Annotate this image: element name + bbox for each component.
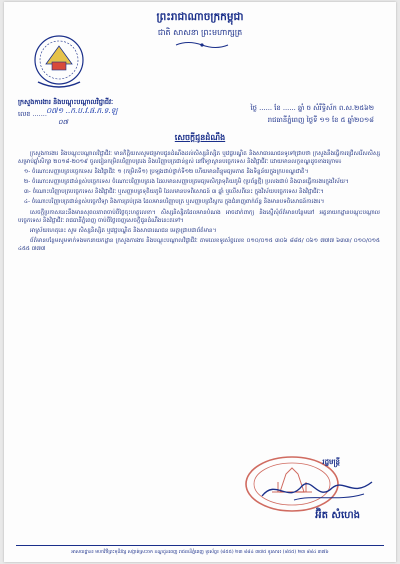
reference-number-label: លេខ ....... [18, 110, 47, 118]
intro-paragraph: ក្រសួងការងារ និងបណ្តុះបណ្តាលវិជ្ជាជីវៈ មានកិត្តិយសសូមជម្រាបជូនដំណឹងដល់សិស្សនិស្សិត ឬវេជ្ជបណ្ឌិត និងសាធារណជនទូទៅជ្រាបថា ក្រសួងនឹងធ្វើការជ្រើសរើសសិស្ស សម្រាប់ឆ្នាំសិក្សា ២០១៨-២០១៩ ចូលរៀនកម្រិតបរិញ្ញាបត្ររង និងបរិញ្ញាបត្រជាន់ខ្ពស់ នៅវិទ្យាស្ថានបច្ចេកទេស និងវិជ្ជាជីវៈ ដោយមានលក្ខខណ្ឌដូចខាងក្រោម៖ [18, 151, 380, 166]
document-page [4, 2, 396, 562]
document-body [18, 150, 380, 255]
ministry-emblem-icon [24, 32, 94, 92]
reference-number-handwritten: ០៧១ ..ក.ប.វ.ផ.ភ.ទ.ឡ [46, 106, 118, 115]
signatory-name: អ៊ិត សំហេង [315, 510, 360, 521]
national-motto: ជាតិ សាសនា ព្រះមហាក្សត្រ [157, 28, 243, 37]
lunar-date: ថ្ងៃ ...... ខែ ...... ឆ្នាំ ច សំរឹទ្ធិស័ក ព.ស.២៥៦២ [250, 104, 374, 112]
list-item: ៣- ចំណោះបរិញ្ញាបត្របច្ចេកទេស និងវិជ្ជាជីវៈ ឬសញ្ញាបត្រទុតិយភូមិ ដែលមានបទពិសោធន៍ ៣ ឆ្នាំ ឬលើសពីនេះ ក្នុងវិស័យបច្ចេកទេស និងវិជ្ជាជីវៈ។ [24, 189, 324, 196]
list-item: ២- ចំណោះសញ្ញាបត្រជាន់ខ្ពស់បច្ចេកទេស ចំណោះបរិញ្ញាបត្ររង ដែលមានសញ្ញាបត្រមធ្យមសិក្សាទុតិយភូមិ (ប្រព័ន្ធថ្មី) ប្រលងជាប់ និងបានធ្វើការងារក្នុងវិស័យ។ [24, 179, 349, 186]
list-item: ១- ចំណោះសញ្ញាបត្របច្ចេកទេស និងវិជ្ជាជីវៈ ១ (កម្រិតទី១) ប្រឡងជាប់ថ្នាក់ទី១២ ហើយមានពិន្ទុមធ្យមភាគ និងទិន្នន័យក្នុងក្របខណ្ឌជាតិ។ [24, 169, 309, 176]
footer-address: អាសយដ្ឋាន៖ មហាវិថីព្រះមុនីវង្ស សង្កាត់ស្រះចក ខណ្ឌដូនពេញ រាជធានីភ្នំពេញ ទូរស័ព្ទ៖ (៨៥៥) ២៣ ៨៨៤ ៣៧៥ ទូរសារ៖ (៨៥៥) ២៣ ៨៨៤ ៣៧៦ [71, 550, 329, 555]
notice-paragraph: សេចក្តីប្រកាសនេះនឹងមានសុពលភាពចាប់ពីថ្ងៃចុះហត្ថលេខា។ សិស្សនិស្សិតដែលមានបំណង អាចដាក់ពាក្យ និងស្នើសុំព័ត៌មានបន្ថែមនៅ អគ្គនាយកដ្ឋានបណ្តុះបណ្តាលបច្ចេកទេស និងវិជ្ជាជីវៈ រាជធានីភ្នំពេញ ចាប់ពីថ្ងៃចេញសេចក្តីជូនដំណឹងនេះតទៅ។ [18, 209, 380, 224]
flourish-ornament [174, 40, 230, 50]
closing-paragraph: អាស្រ័យហេតុនេះ សូម សិស្សនិស្សិត ឬវេជ្ជបណ្ឌិត និងសាធារណជន មេត្តាជ្រាបជាព័ត៌មាន។ [30, 227, 217, 234]
kingdom-heading: ព្រះរាជាណាចក្រកម្ពុជា [156, 11, 244, 23]
contact-paragraph: ព័ត៌មានបន្ថែមសូមទាក់ទងមកនាយកដ្ឋាន ក្រសួងការងារ និងបណ្តុះបណ្តាលវិជ្ជាជីវៈ តាមលេខទូរស័ព្ទលេខ ០១០/០១៥ ៣០៦ ៨៨៥/ ០៦១ ៧៧៧ ៦៣៣/ ០១០/០១៥ ៤៥៥ ៧៧៧ [18, 237, 380, 252]
list-item: ៤- ចំណោះបរិញ្ញាបត្រជាន់ខ្ពស់បច្ចេកវិទ្យា និងការគ្រប់គ្រង ដែលមានបរិញ្ញាបត្រ ឬសញ្ញាបត្រវិស្វករ ក្នុងជំនាញពាក់ព័ន្ធ និងមានបទពិសោធន៍ការងារ។ [24, 199, 325, 206]
handwritten-signature-icon [254, 472, 384, 508]
solar-date: រាជធានីភ្នំពេញ ថ្ងៃទី ១១ ខែ ៥ ឆ្នាំ២០១៨ [267, 116, 374, 124]
ministry-name: ក្រសួងការងារ និងបណ្តុះបណ្តាលវិជ្ជាជីវៈ [18, 98, 114, 106]
reference-suffix: ០៧ [58, 118, 68, 126]
footer-divider [16, 545, 384, 546]
document-subject: សេចក្តីជូនដំណឹង [174, 133, 226, 142]
signatory-title: រដ្ឋមន្ត្រី [322, 458, 340, 466]
